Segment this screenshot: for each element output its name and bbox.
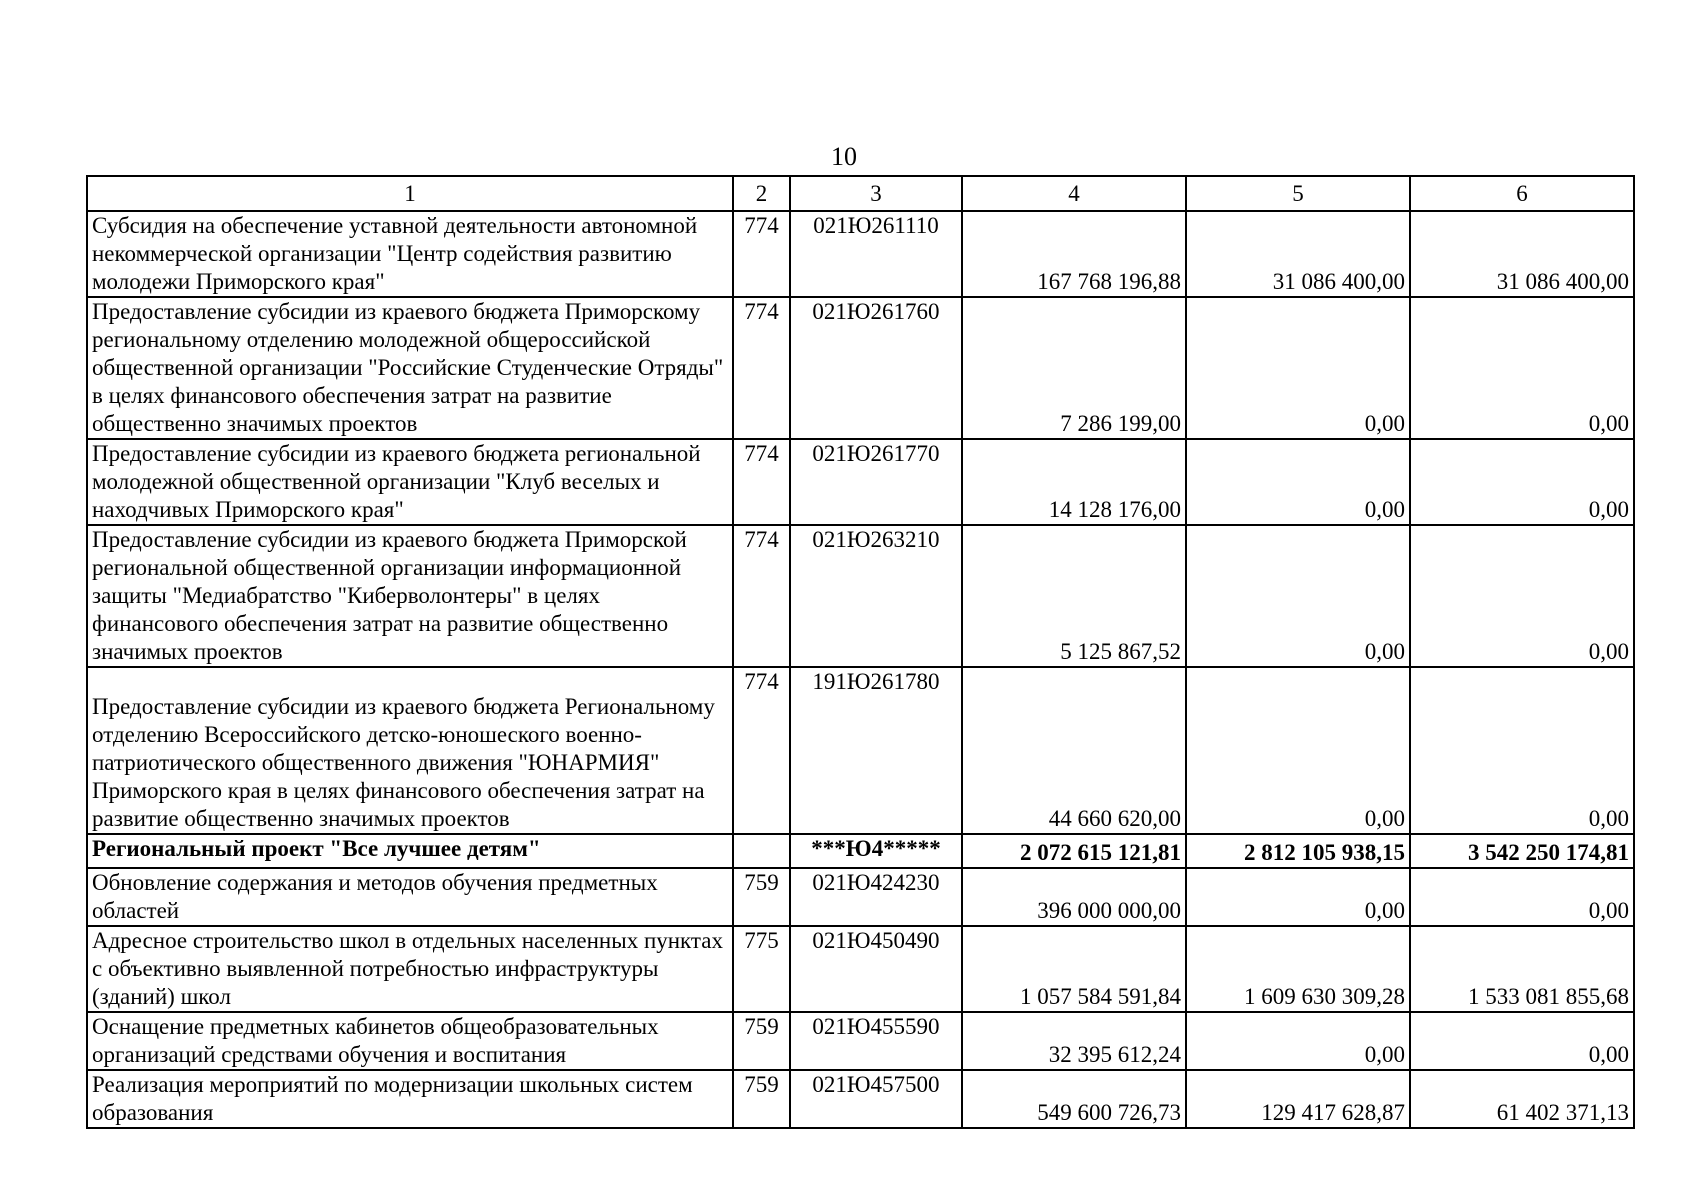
row-value-4-cell: 1 057 584 591,84	[962, 926, 1186, 1012]
row-name-cell: Региональный проект "Все лучшее детям"	[87, 834, 733, 868]
table-row	[87, 667, 1634, 834]
row-value-6-cell: 0,00	[1410, 525, 1634, 667]
row-value-4-cell: 14 128 176,00	[962, 439, 1186, 525]
row-grbs-cell: 759	[733, 1012, 790, 1070]
header-cell: 2	[733, 176, 790, 211]
row-name-cell: Предоставление субсидии из краевого бюджета Региональному отделению Всероссийского детско-юношеского военно-патриотического общественного движения "ЮНАРМИЯ" Приморского края в целях финансового обеспечения затрат на развитие общественно значимых проектов	[87, 667, 733, 834]
row-code-cell: 021Ю261760	[790, 297, 962, 439]
row-name-cell: Предоставление субсидии из краевого бюджета региональной молодежной общественной организации "Клуб веселых и находчивых Приморского края"	[87, 439, 733, 525]
row-grbs-cell	[733, 834, 790, 868]
row-value-5-cell: 0,00	[1186, 868, 1410, 926]
row-value-5-cell: 0,00	[1186, 667, 1410, 834]
row-value-5-cell: 0,00	[1186, 297, 1410, 439]
header-cell: 6	[1410, 176, 1634, 211]
table-row	[87, 1012, 1634, 1070]
row-name-cell: Оснащение предметных кабинетов общеобразовательных организаций средствами обучения и воспитания	[87, 1012, 733, 1070]
table-row	[87, 868, 1634, 926]
header-row	[87, 176, 1634, 211]
row-name-cell: Адресное строительство школ в отдельных населенных пунктах с объективно выявленной потребностью инфраструктуры (зданий) школ	[87, 926, 733, 1012]
header-cell: 4	[962, 176, 1186, 211]
row-grbs-cell: 774	[733, 667, 790, 834]
row-name-cell: Реализация мероприятий по модернизации школьных систем образования	[87, 1070, 733, 1128]
row-value-6-cell: 0,00	[1410, 667, 1634, 834]
row-grbs-cell: 774	[733, 297, 790, 439]
row-grbs-cell: 774	[733, 211, 790, 297]
table-row	[87, 525, 1634, 667]
row-code-cell: 021Ю261110	[790, 211, 962, 297]
row-value-4-cell: 167 768 196,88	[962, 211, 1186, 297]
row-value-5-cell: 2 812 105 938,15	[1186, 834, 1410, 868]
row-name-cell: Обновление содержания и методов обучения предметных областей	[87, 868, 733, 926]
row-value-4-cell: 7 286 199,00	[962, 297, 1186, 439]
row-value-6-cell: 61 402 371,13	[1410, 1070, 1634, 1128]
row-code-cell: 021Ю455590	[790, 1012, 962, 1070]
row-code-cell: 021Ю263210	[790, 525, 962, 667]
row-value-6-cell: 0,00	[1410, 1012, 1634, 1070]
header-cell: 1	[87, 176, 733, 211]
row-value-4-cell: 549 600 726,73	[962, 1070, 1186, 1128]
row-code-cell: 191Ю261780	[790, 667, 962, 834]
row-value-6-cell: 1 533 081 855,68	[1410, 926, 1634, 1012]
header-cell: 5	[1186, 176, 1410, 211]
row-value-6-cell: 31 086 400,00	[1410, 211, 1634, 297]
row-value-4-cell: 44 660 620,00	[962, 667, 1186, 834]
row-value-6-cell: 0,00	[1410, 439, 1634, 525]
table-row	[87, 926, 1634, 1012]
row-code-cell: ***Ю4*****	[790, 834, 962, 868]
table-row	[87, 439, 1634, 525]
row-value-5-cell: 0,00	[1186, 1012, 1410, 1070]
section-row	[87, 834, 1634, 868]
row-value-6-cell: 0,00	[1410, 868, 1634, 926]
budget-table	[86, 175, 1635, 1129]
row-name-cell: Субсидия на обеспечение уставной деятельности автономной некоммерческой организации "Центр содействия развитию молодежи Приморского края"	[87, 211, 733, 297]
row-grbs-cell: 759	[733, 868, 790, 926]
row-value-5-cell: 31 086 400,00	[1186, 211, 1410, 297]
row-code-cell: 021Ю424230	[790, 868, 962, 926]
row-grbs-cell: 775	[733, 926, 790, 1012]
row-value-5-cell: 0,00	[1186, 439, 1410, 525]
row-grbs-cell: 774	[733, 525, 790, 667]
page-number: 10	[831, 142, 857, 171]
row-name-cell: Предоставление субсидии из краевого бюджета Приморскому региональному отделению молодежной общероссийской общественной организации "Российские Студенческие Отряды" в целях финансового обеспечения затрат на развитие общественно значимых проектов	[87, 297, 733, 439]
table-row	[87, 211, 1634, 297]
row-value-4-cell: 32 395 612,24	[962, 1012, 1186, 1070]
table-row	[87, 1070, 1634, 1128]
row-name-cell: Предоставление субсидии из краевого бюджета Приморской региональной общественной организации информационной защиты "Медиабратство "Киберволонтеры" в целях финансового обеспечения затрат на развитие общественно значимых проектов	[87, 525, 733, 667]
row-value-4-cell: 5 125 867,52	[962, 525, 1186, 667]
row-value-6-cell: 3 542 250 174,81	[1410, 834, 1634, 868]
row-value-4-cell: 2 072 615 121,81	[962, 834, 1186, 868]
row-code-cell: 021Ю450490	[790, 926, 962, 1012]
row-grbs-cell: 759	[733, 1070, 790, 1128]
row-value-4-cell: 396 000 000,00	[962, 868, 1186, 926]
row-value-6-cell: 0,00	[1410, 297, 1634, 439]
row-value-5-cell: 1 609 630 309,28	[1186, 926, 1410, 1012]
row-code-cell: 021Ю261770	[790, 439, 962, 525]
row-code-cell: 021Ю457500	[790, 1070, 962, 1128]
row-value-5-cell: 129 417 628,87	[1186, 1070, 1410, 1128]
row-value-5-cell: 0,00	[1186, 525, 1410, 667]
row-grbs-cell: 774	[733, 439, 790, 525]
header-cell: 3	[790, 176, 962, 211]
table-row	[87, 297, 1634, 439]
